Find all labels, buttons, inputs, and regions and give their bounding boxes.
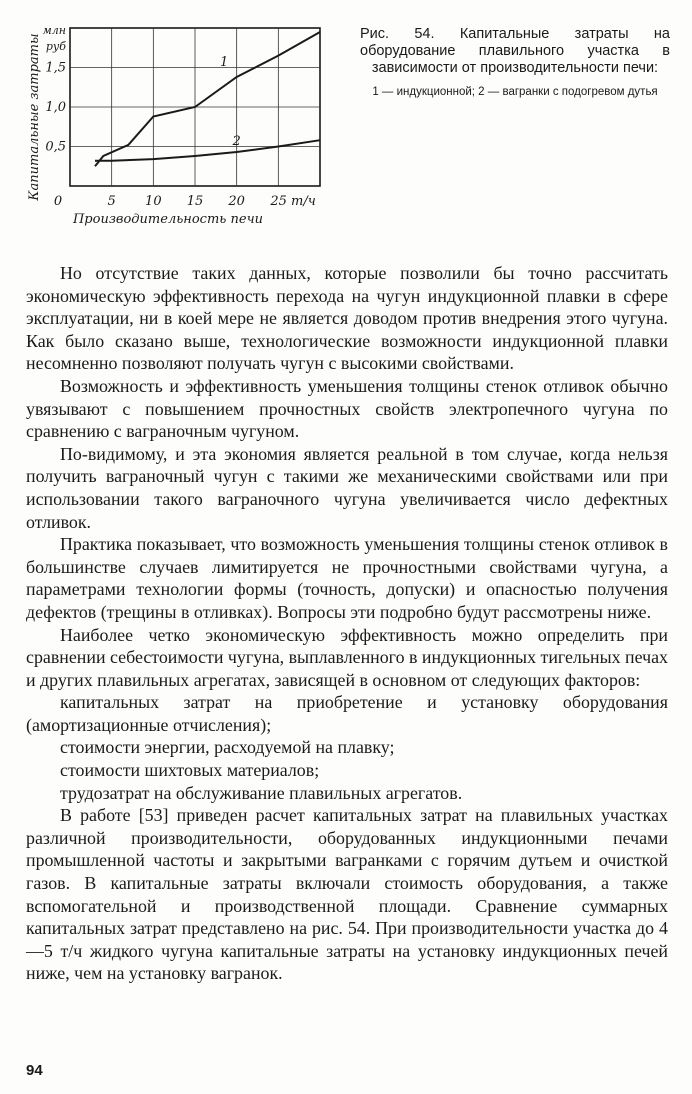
x-tick-label: 0 — [53, 194, 63, 209]
page-number: 94 — [26, 1062, 43, 1079]
figure-54 — [18, 10, 348, 235]
caption-title: Рис. 54. Капитальные затраты на оборудование плавильного участка в зависимости от производительности печи: — [360, 26, 670, 76]
list-item: стоимости энергии, расходуемой на плавку; — [60, 737, 395, 758]
curve-label: 2 — [232, 133, 241, 149]
paragraph: По-видимому, и эта экономия является реальной в том случае, когда нельзя получить ваграночный чугун с такими же механическими свойствами или при использовании такого ваграночного чугуна увеличивается число дефектных отливок. — [26, 443, 668, 532]
paragraph: Возможность и эффективность уменьшения толщины стенок отливок обычно увязывают с повышением прочностных свойств электропечного чугуна по сравнению с ваграночным чугуном. — [26, 375, 668, 442]
x-tick-label: 25 т/ч — [270, 194, 316, 209]
caption-legend: 1 — индукционной; 2 — вагранки с подогревом дутья — [372, 86, 658, 98]
paragraph: Но отсутствие таких данных, которые позволили бы точно рассчитать экономическую эффективность перехода на чугун индукционной плавки в сфере эксплуатации, ни в коей мере не является доводом против внедрения этого чугуна. Как было сказано выше, технологические возможности индукционной плавки несомненно позволяют получать чугун с высокими свойствами. — [26, 263, 668, 374]
curve-label: 1 — [220, 54, 229, 70]
y-unit-label: млн — [42, 24, 66, 37]
x-tick-label: 20 — [228, 194, 245, 209]
body-text — [26, 262, 668, 985]
x-tick-label: 10 — [145, 194, 162, 209]
list-item: трудозатрат на обслуживание плавильных агрегатов. — [60, 782, 463, 803]
chart-svg — [18, 10, 348, 235]
x-axis-label: Производительность печи — [72, 212, 264, 227]
figure-caption — [360, 26, 670, 99]
x-tick-label: 15 — [186, 194, 204, 209]
y-tick-label: 1,5 — [45, 60, 66, 76]
paragraph: Практика показывает, что возможность уменьшения толщины стенок отливок в большинстве случаев лимитируется не прочностными свойствами чугуна, а параметрами технологии формы (точность, допуски) и опасностью получения дефектов (трещины в отливках). Вопросы эти подробно будут рассмотрены ниже. — [26, 534, 668, 622]
y-tick-label: 1,0 — [45, 100, 66, 115]
y-tick-label: 0,5 — [45, 139, 66, 155]
y-unit-label: руб — [45, 40, 66, 53]
list-item: стоимости шихтовых материалов; — [60, 760, 320, 781]
list-item: капитальных затрат на приобретение и установку оборудования (амортизационные отчисления); — [26, 692, 668, 735]
paragraph: Наиболее четко экономическую эффективность можно определить при сравнении себестоимости чугуна, выплавленного в индукционных тигельных печах и других плавильных агрегатах, зависящей в основном от следующих факторов: — [26, 624, 668, 690]
paragraph: В работе [53] приведен расчет капитальных затрат на плавильных участках различной производительности, оборудованных индукционными печами промышленной частоты и закрытыми вагранками с горячим дутьем и очисткой газов. В капитальные затраты включали стоимость оборудования, а также вспомогательной и производственной площади. Сравнение суммарных капитальных затрат представлено на рис. 54. При производительности участка до 4—5 т/ч жидкого чугуна капитальные затраты на установку индукционных печей ниже, чем на установку вагранок. — [26, 805, 668, 984]
x-tick-label: 5 — [107, 194, 116, 209]
y-axis-label: Капитальные затраты — [27, 33, 42, 201]
